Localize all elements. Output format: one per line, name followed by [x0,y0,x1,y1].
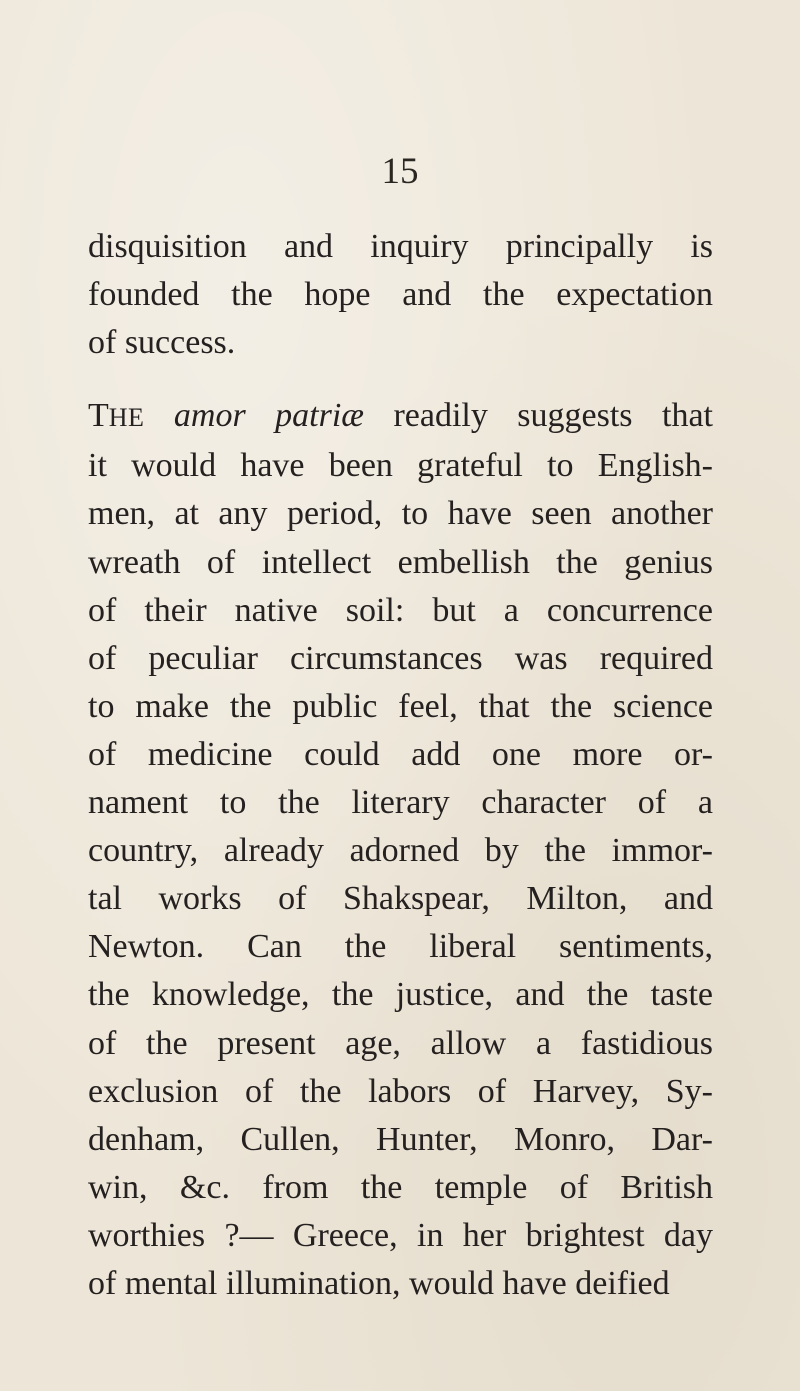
text-line: founded the hope and the expectation [88,276,713,314]
small-caps-word: HE [108,403,145,433]
text-line: of success. [88,324,236,362]
lead-rest: readily suggests that [363,397,713,435]
text-line-lead [88,392,713,442]
text-line: nament to the literary character of a [88,784,713,822]
text-line: men, at any period, to have seen another [88,495,713,533]
text-line: of their native soil: but a concurrence [88,591,713,629]
text-line: disquisition and inquiry principally is [88,228,713,265]
text-line: of mental illumination, would have deified [88,1264,670,1302]
text-line: of the present age, allow a fastidious [88,1024,713,1062]
text-line: to make the public feel, that the science [88,687,713,725]
text-line: of peculiar circumstances was required [88,639,713,677]
text-line: worthies ?— Greece, in her brightest day [88,1216,713,1254]
italic-phrase: amor patriæ [173,397,364,435]
text-line: wreath of intellect embellish the genius [88,543,713,581]
text-line: country, already adorned by the immor- [88,832,713,870]
body-text [88,223,713,1308]
text-line: Newton. Can the liberal sentiments, [88,928,713,966]
small-caps-initial: T [88,397,109,435]
text-line: exclusion of the labors of Harvey, Sy- [88,1072,713,1110]
text-line: tal works of Shakspear, Milton, and [88,880,713,918]
text-line: it would have been grateful to English- [88,447,713,485]
text-line: the knowledge, the justice, and the taste [88,976,713,1014]
paragraph-1 [88,223,713,367]
page-number: 15 [381,151,419,192]
paragraph-2 [88,392,713,1308]
text-line: denham, Cullen, Hunter, Monro, Dar- [88,1120,713,1158]
text-line: win, &c. from the temple of British [88,1168,713,1206]
text-line: of medicine could add one more or- [88,735,713,773]
